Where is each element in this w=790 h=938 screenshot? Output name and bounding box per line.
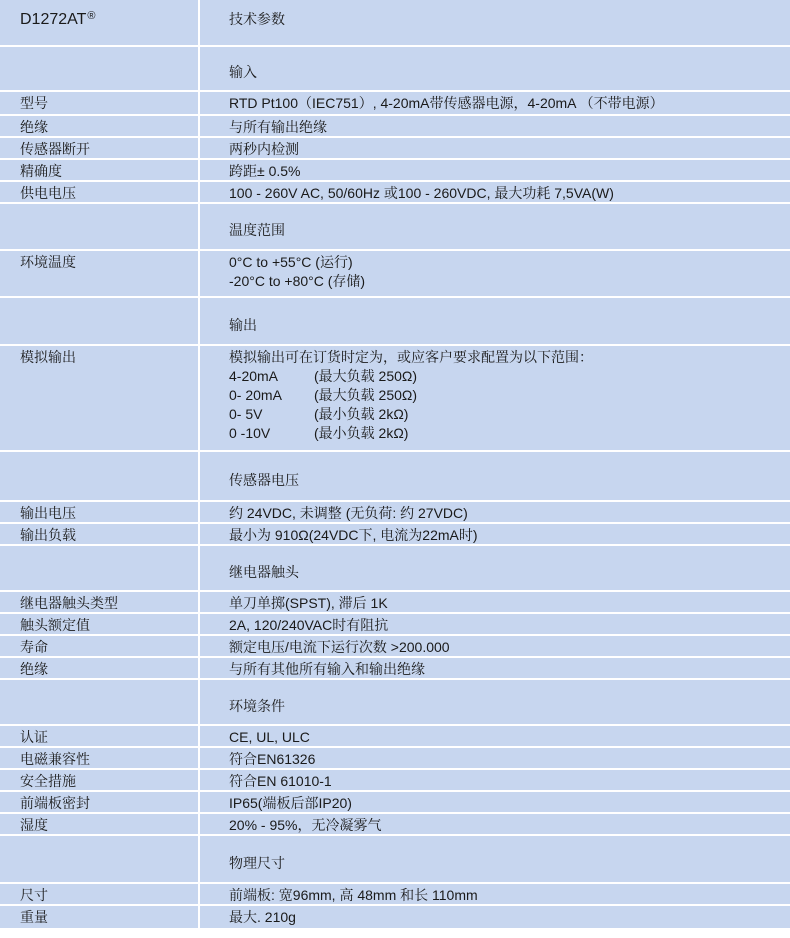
output-range	[229, 386, 790, 405]
table-row	[0, 346, 790, 452]
model-text: D1272AT	[20, 11, 87, 28]
row-label: 重量	[0, 906, 200, 928]
row-value: 跨距± 0.5%	[200, 160, 790, 180]
range-label: 4-20mA	[229, 368, 279, 384]
section-spacer	[0, 298, 200, 344]
range-note: (最小负载 2kΩ)	[314, 425, 409, 441]
title-row	[0, 0, 790, 47]
range-note: (最小负载 2kΩ)	[314, 406, 409, 422]
output-range	[229, 367, 790, 386]
row-value: 约 24VDC, 未调整 (无负荷: 约 27VDC)	[200, 502, 790, 522]
row-label: 精确度	[0, 160, 200, 180]
section-spacer	[0, 452, 200, 500]
row-value: 与所有输出绝缘	[200, 116, 790, 136]
row-label: 认证	[0, 726, 200, 746]
spec-title-text: 技术参数	[229, 11, 285, 27]
table-row	[0, 770, 790, 792]
row-value: 符合EN 61010-1	[200, 770, 790, 790]
section-spacer	[0, 204, 200, 249]
row-value: RTD Pt100（IEC751）, 4-20mA带传感器电源，4-20mA （不带电源）	[200, 92, 790, 114]
value-line: 0°C to +55°C (运行)	[229, 254, 353, 270]
section-header-temperature	[0, 204, 790, 251]
table-row	[0, 116, 790, 138]
section-title: 传感器电压	[200, 452, 790, 500]
table-row	[0, 884, 790, 906]
row-label: 型号	[0, 92, 200, 114]
section-title: 继电器触头	[200, 546, 790, 590]
table-row	[0, 502, 790, 524]
output-range	[229, 405, 790, 424]
row-value: 两秒内检测	[200, 138, 790, 158]
table-row	[0, 138, 790, 160]
table-row	[0, 160, 790, 182]
section-header-input	[0, 47, 790, 92]
row-value	[200, 251, 790, 296]
row-value	[200, 346, 790, 450]
section-spacer	[0, 680, 200, 724]
section-title: 输入	[200, 47, 790, 90]
table-row	[0, 92, 790, 116]
table-row	[0, 182, 790, 204]
range-note: (最大负载 250Ω)	[314, 368, 418, 384]
row-value: 最小为 910Ω(24VDC下, 电流为22mA时)	[200, 524, 790, 544]
row-label: 继电器触头类型	[0, 592, 200, 612]
table-row	[0, 251, 790, 298]
row-value: 100 - 260V AC, 50/60Hz 或100 - 260VDC, 最大功耗 7,5VA(W)	[200, 182, 790, 202]
row-label: 绝缘	[0, 658, 200, 678]
table-row	[0, 614, 790, 636]
range-label: 0 -10V	[229, 425, 271, 441]
row-label: 寿命	[0, 636, 200, 656]
table-row	[0, 592, 790, 614]
registered-mark: ®	[87, 10, 96, 22]
table-row	[0, 726, 790, 748]
table-row	[0, 906, 790, 928]
section-header-environment	[0, 680, 790, 726]
output-range	[229, 424, 790, 443]
row-label: 输出电压	[0, 502, 200, 522]
table-row	[0, 748, 790, 770]
spec-title	[200, 0, 790, 45]
range-label: 0- 20mA	[229, 387, 282, 403]
row-value: 单刀单掷(SPST), 滞后 1K	[200, 592, 790, 612]
row-value: 最大. 210g	[200, 906, 790, 928]
section-spacer	[0, 47, 200, 90]
row-value: 前端板: 宽96mm, 高 48mm 和长 110mm	[200, 884, 790, 904]
section-header-sensor-voltage	[0, 452, 790, 502]
row-value: 符合EN61326	[200, 748, 790, 768]
row-label: 模拟输出	[0, 346, 200, 450]
section-title: 物理尺寸	[200, 836, 790, 882]
table-row	[0, 792, 790, 814]
section-spacer	[0, 546, 200, 590]
row-value: IP65(端板后部IP20)	[200, 792, 790, 812]
row-value: CE, UL, ULC	[200, 726, 790, 746]
range-note: (最大负载 250Ω)	[314, 387, 418, 403]
row-label: 尺寸	[0, 884, 200, 904]
model-name	[0, 0, 200, 45]
section-title: 环境条件	[200, 680, 790, 724]
section-title: 输出	[200, 298, 790, 344]
row-label: 输出负载	[0, 524, 200, 544]
section-header-dimensions	[0, 836, 790, 884]
section-header-relay	[0, 546, 790, 592]
row-label: 电磁兼容性	[0, 748, 200, 768]
row-value: 2A, 120/240VAC时有阻抗	[200, 614, 790, 634]
table-row	[0, 814, 790, 836]
row-label: 湿度	[0, 814, 200, 834]
row-label: 绝缘	[0, 116, 200, 136]
section-spacer	[0, 836, 200, 882]
range-label: 0- 5V	[229, 406, 263, 422]
value-line: -20°C to +80°C (存储)	[229, 273, 366, 289]
row-label: 触头额定值	[0, 614, 200, 634]
row-label: 前端板密封	[0, 792, 200, 812]
value-intro: 模拟输出可在订货时定为，或应客户要求配置为以下范围：	[229, 349, 593, 365]
section-title: 温度范围	[200, 204, 790, 249]
row-label: 安全措施	[0, 770, 200, 790]
table-row	[0, 524, 790, 546]
table-row	[0, 658, 790, 680]
table-row	[0, 636, 790, 658]
row-value: 20% - 95%，无冷凝雾气	[200, 814, 790, 834]
row-label: 环境温度	[0, 251, 200, 296]
section-header-output	[0, 298, 790, 346]
row-label: 传感器断开	[0, 138, 200, 158]
row-value: 与所有其他所有输入和输出绝缘	[200, 658, 790, 678]
row-value: 额定电压/电流下运行次数 >200.000	[200, 636, 790, 656]
row-label: 供电电压	[0, 182, 200, 202]
